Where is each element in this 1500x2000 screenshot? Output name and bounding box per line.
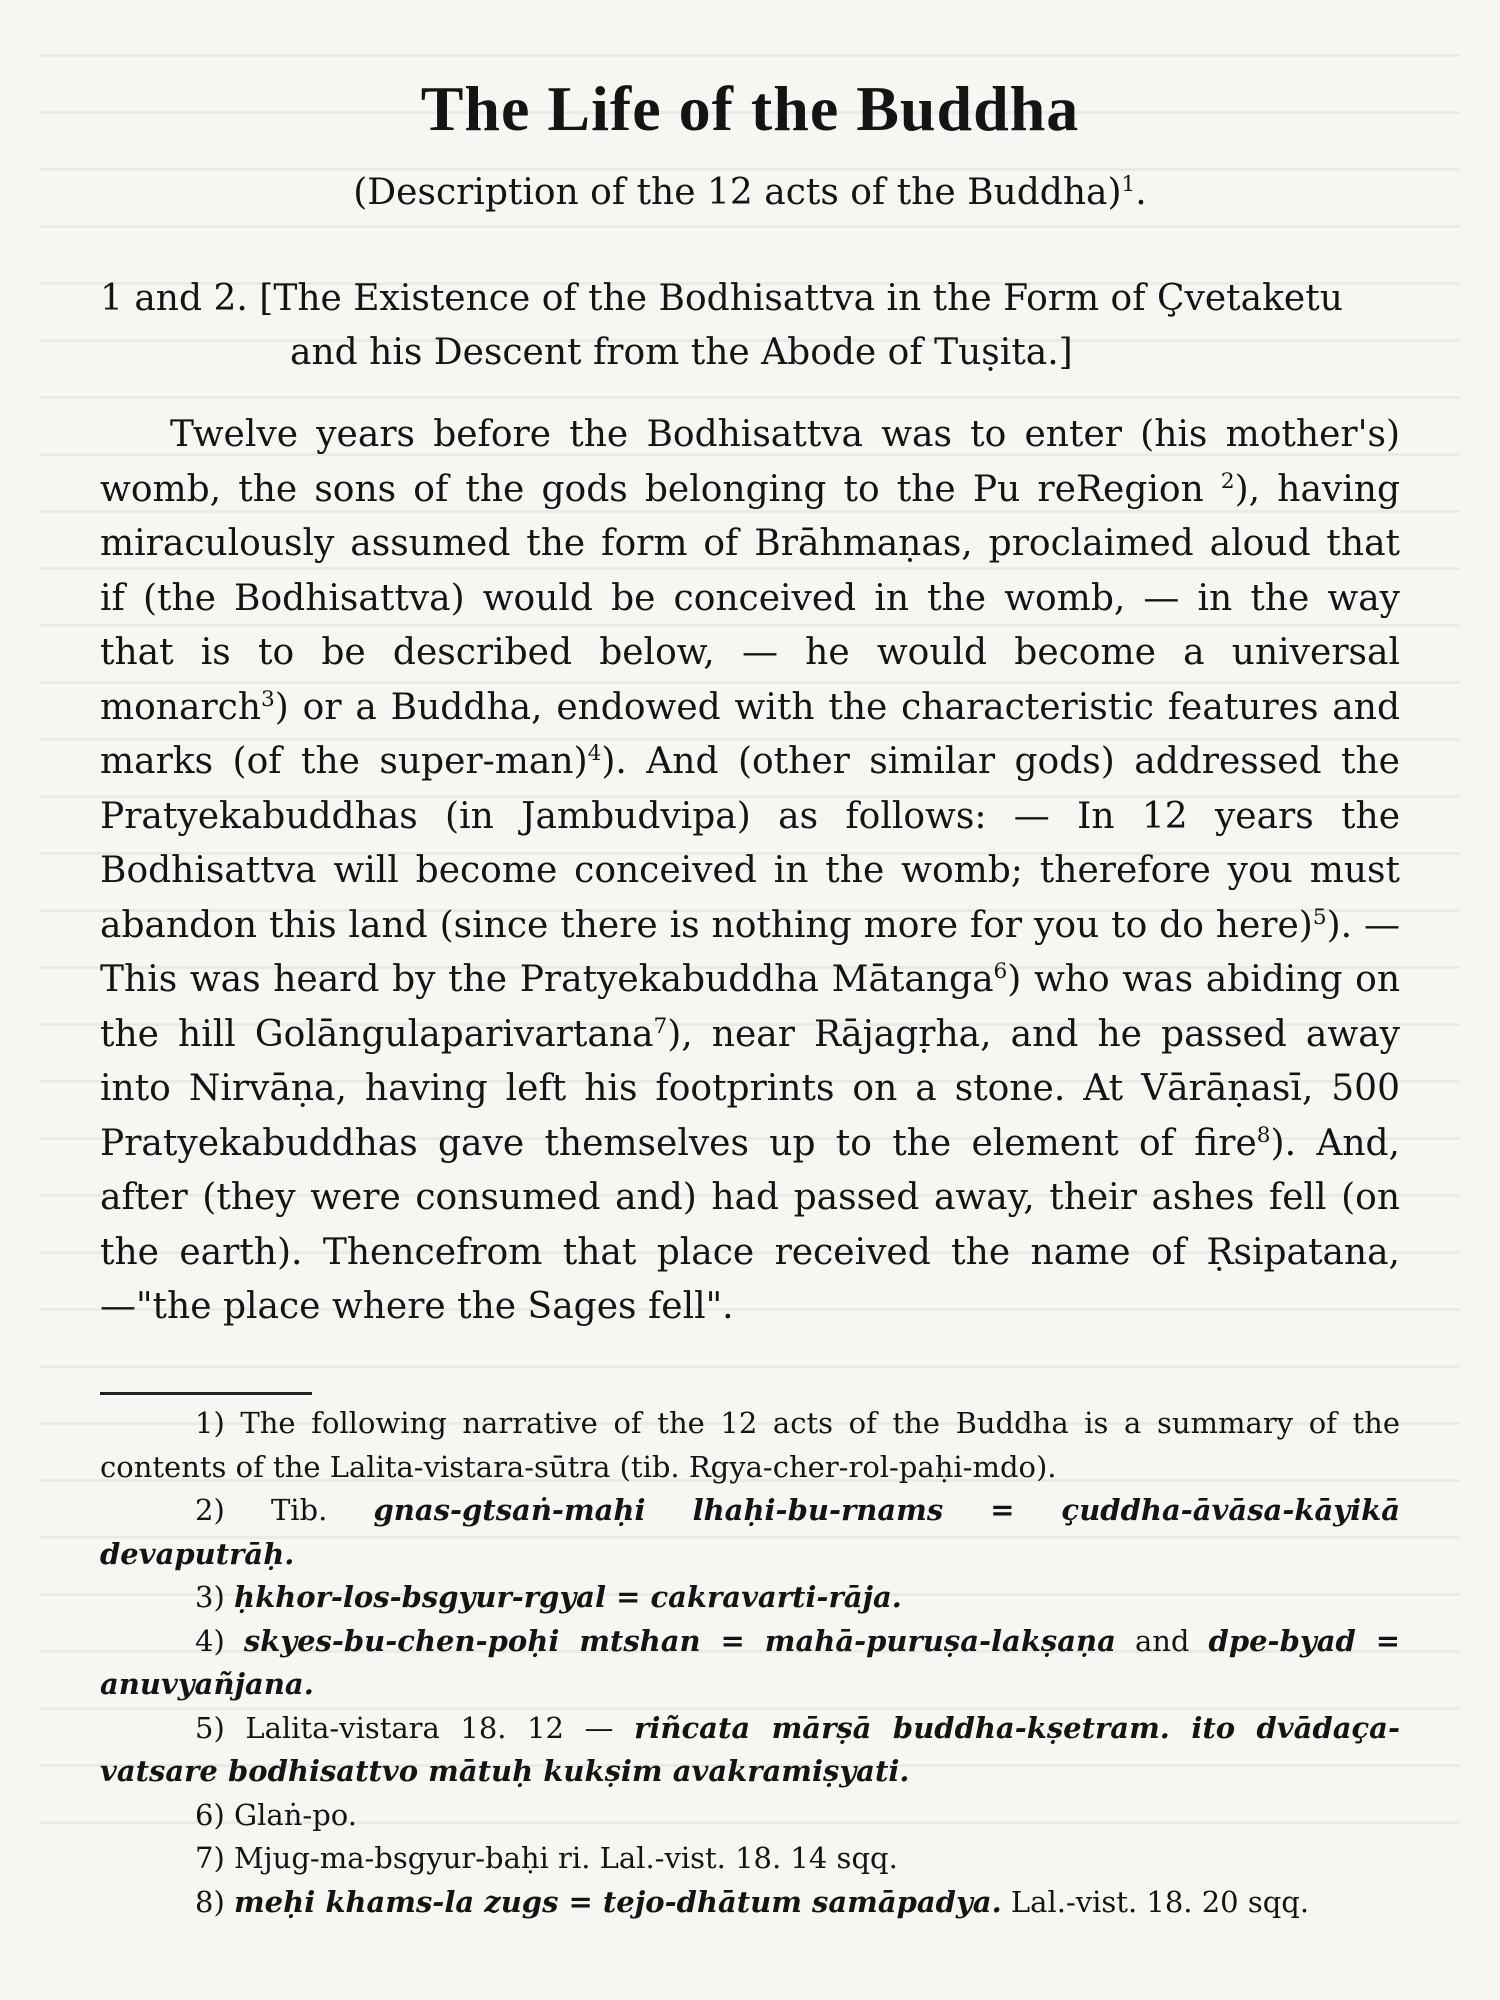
footnote-mark: 1) — [195, 1406, 225, 1440]
footnote — [100, 1489, 1400, 1576]
footnote-mark: 5) — [195, 1710, 225, 1745]
footnote-mark: 7) — [195, 1841, 225, 1875]
footnote-text: Mjug-ma-bsgyur-baḥi ri. Lal.-vist. 18. 14 sqq. — [233, 1841, 898, 1875]
text-segment: ), near Rājagṛha, and he passed away into Nirvāṇa, having left his footprints on a stone. At Vārāṇasī, 500 Pratyekabuddhas gave themselves up to the element of fire — [100, 1013, 1400, 1164]
footnote-ref: 2 — [1220, 468, 1235, 494]
footnote-italic-text: dpe-byad = anuvyañjana. — [100, 1623, 1401, 1701]
footnote-italic-text: riñcata mārṣā buddha-kṣetram. ito dvādaça-vatsare bodhisattvo mātuḥ kukṣim avakramiṣyati. — [100, 1710, 1400, 1788]
subtitle-footnote-ref: 1 — [1121, 172, 1136, 197]
footnote-italic-text: gnas-gtsaṅ-maḥi lhaḥi-bu-rnams = çuddha-āvāsa-kāyikā devaputrāḥ. — [100, 1493, 1400, 1571]
section-heading-line1: 1 and 2. [The Existence of the Bodhisattva in the Form of Çvetaketu — [100, 278, 1343, 319]
footnote-italic-text: ḥkhor-los-bsgyur-rgyal = cakravarti-rāja. — [233, 1580, 902, 1614]
footnote-mark: 6) — [195, 1797, 225, 1832]
section-heading — [100, 272, 1400, 380]
footnote — [100, 1576, 1400, 1620]
footnote-mark: 8) — [195, 1884, 225, 1919]
text-segment: ) who was abiding on the hill Golāngulaparivartana — [100, 959, 1401, 1055]
footnote-text: Lal.-vist. 18. 20 sqq. — [1010, 1884, 1310, 1919]
footnote — [100, 1837, 1400, 1881]
text-segment: ). And, after (they were consumed and) had passed away, their ashes fell (on the earth). Thencefrom that place received the name of Ṛsipatana, —"the place where the Sages fell". — [100, 1122, 1400, 1327]
text-segment: ). — This was heard by the Pratyekabuddha Mātanga — [100, 904, 1401, 1000]
footnote-text: Glaṅ-po. — [233, 1797, 357, 1832]
footnote-ref: 4 — [587, 741, 602, 766]
footnote-mark: 3) — [195, 1580, 225, 1614]
footnote-italic-text: meḥi khams-la zugs = tejo-dhātum samāpadya. — [233, 1884, 1002, 1919]
footnote-ref: 7 — [653, 1013, 668, 1039]
footnote — [100, 1707, 1400, 1794]
text-segment: Twelve years before the Bodhisattva was to enter (his mother's) womb, the sons of the gods belonging to the Pu reRegion — [100, 414, 1400, 510]
footnote-divider — [100, 1392, 312, 1395]
footnote-text: Tib. — [270, 1493, 328, 1527]
footnote-text: Lalita-vistara 18. 12 — — [245, 1710, 614, 1745]
footnote-ref: 6 — [993, 959, 1008, 984]
footnote-ref: 5 — [1312, 904, 1327, 930]
footnote — [100, 1881, 1400, 1925]
body-paragraph — [100, 408, 1400, 1335]
paragraph — [100, 408, 1400, 1335]
footnote-ref: 3 — [261, 686, 275, 712]
subtitle-end: . — [1135, 172, 1147, 213]
subtitle-text: (Description of the 12 acts of the Buddha) — [353, 172, 1122, 213]
subtitle — [0, 172, 1500, 213]
footnote — [100, 1620, 1400, 1707]
footnote — [100, 1794, 1400, 1838]
page-title: The Life of the Buddha — [420, 73, 1080, 144]
text-segment: ), having miraculously assumed the form of Brāhmaṇas, proclaimed aloud that if (the Bodhisattva) would be conceived in the womb, — in the way that is to be described below, — he would become a universal monarch — [100, 468, 1400, 728]
footnote-italic-text: skyes-bu-chen-poḥi mtshan = mahā-puruṣa-lakṣaṇa — [243, 1623, 1116, 1658]
footnote-mark: 2) — [195, 1493, 225, 1527]
footnote — [100, 1402, 1400, 1489]
footnote-text: The following narrative of the 12 acts of the Buddha is a summary of the contents of the Lalita-vistara-sūtra (tib. Rgya-cher-rol-paḥi-mdo). — [100, 1406, 1401, 1484]
footnote-text: and — [1134, 1623, 1190, 1658]
text-segment: ) or a Buddha, endowed with the characteristic features and marks (of the super-man) — [100, 686, 1400, 782]
section-heading-line2: and his Descent from the Abode of Tuṣita.] — [290, 332, 1073, 373]
footnote-ref: 8 — [1256, 1122, 1271, 1148]
footnotes — [100, 1402, 1400, 1924]
text-segment: ). And (other similar gods) addressed the Pratyekabuddhas (in Jambudvipa) as follows: — In 12 years the Bodhisattva will become conceived in the womb; therefore you must abandon this land (since there is nothing more for you to do here) — [100, 741, 1400, 946]
footnote-mark: 4) — [195, 1623, 225, 1658]
